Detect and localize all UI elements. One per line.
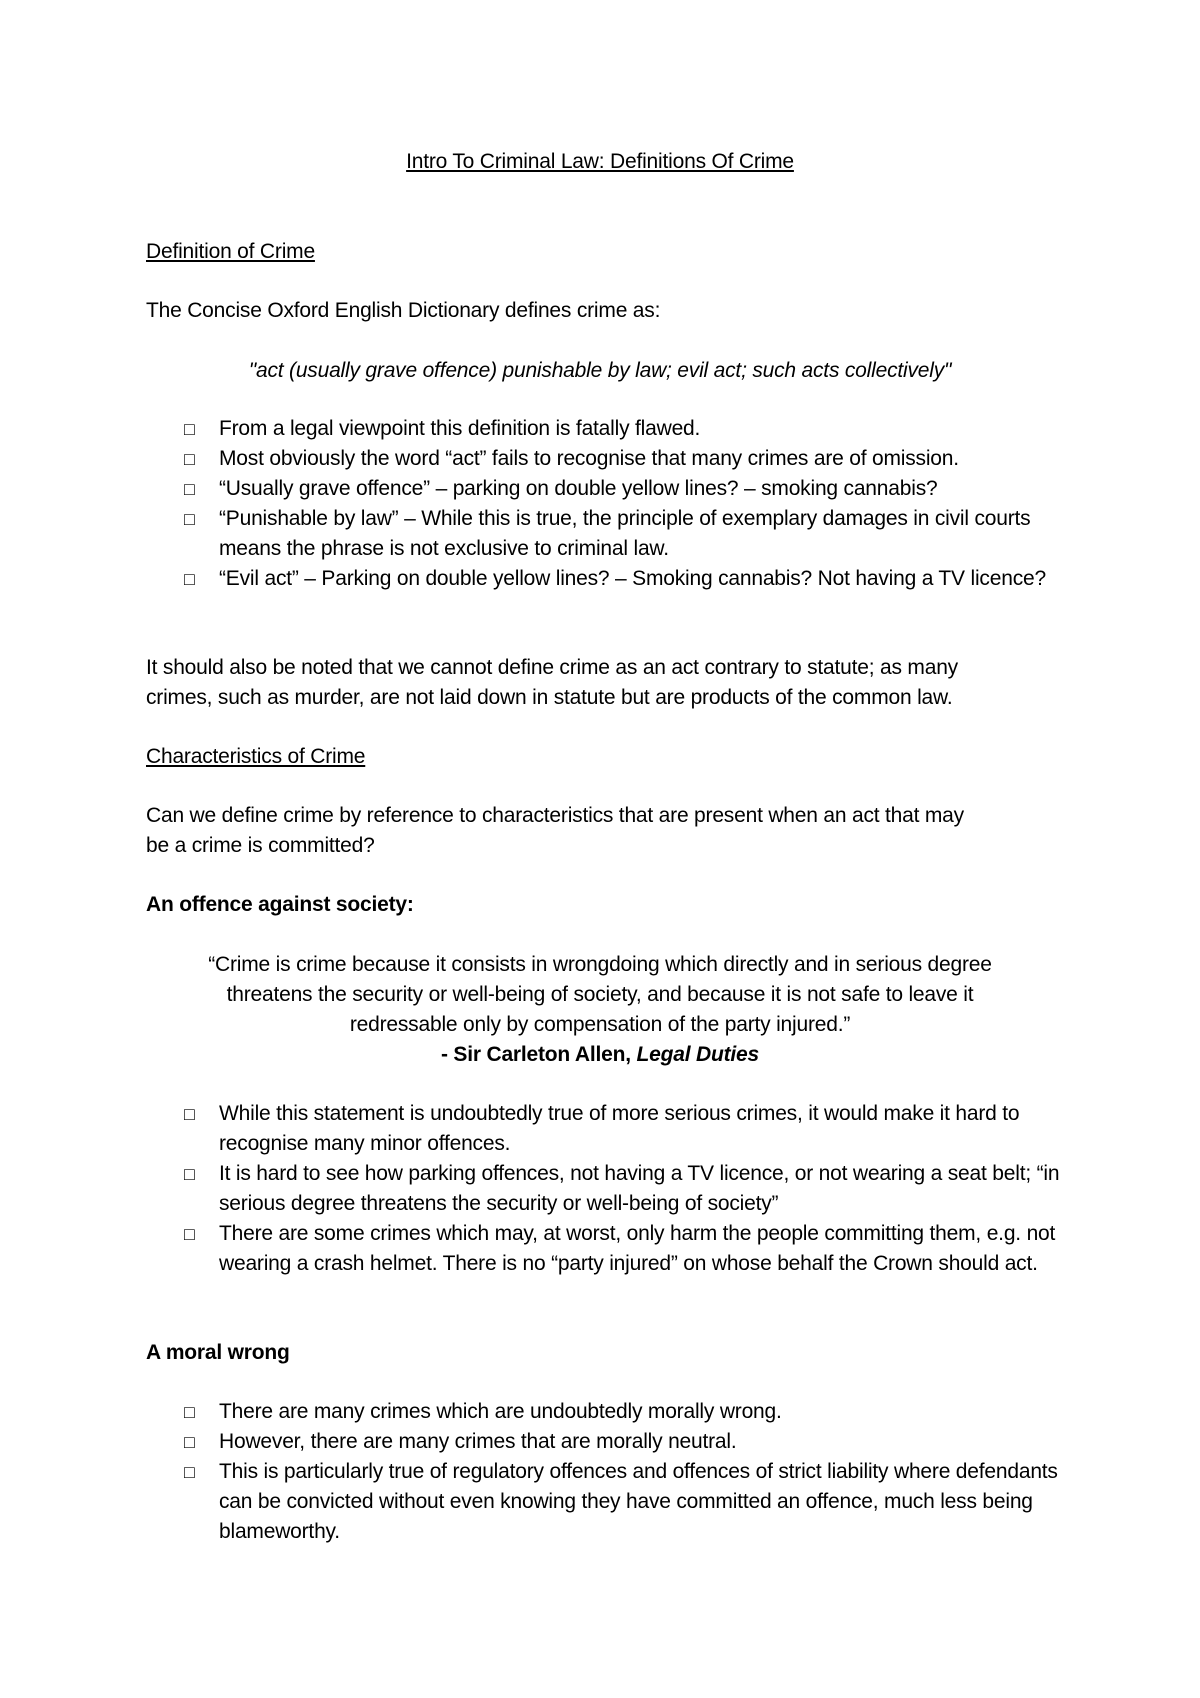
closing-paragraph-line: It should also be noted that we cannot define crime as an act contrary to statute; as many xyxy=(146,656,958,679)
list-item-text: This is particularly true of regulatory offences and offences of strict liability where defendants can be convicted without even knowing they have committed an offence, much less being blameworthy. xyxy=(219,1460,1058,1543)
list-item-text: There are some crimes which may, at worst, only harm the people committing them, e.g. not wearing a crash helmet. There is no “party injured” on whose behalf the Crown should act. xyxy=(219,1222,1056,1275)
list-item xyxy=(146,444,1066,474)
list-item-text: “Usually grave offence” – parking on double yellow lines? – smoking cannabis? xyxy=(219,477,938,500)
allen-quote-line: redressable only by compensation of the party injured.” xyxy=(349,1013,851,1036)
list-item-text: “Evil act” – Parking on double yellow lines? – Smoking cannabis? Not having a TV licence? xyxy=(219,567,1046,590)
bullet-box-icon: □ xyxy=(184,1104,195,1124)
allen-quote-line: threatens the security or well-being of society, and because it is not safe to leave it xyxy=(226,983,974,1006)
attribution-work: Legal Duties xyxy=(636,1043,759,1066)
list-item xyxy=(146,1397,1066,1427)
bullet-box-icon: □ xyxy=(184,419,195,439)
section-heading-definition: Definition of Crime xyxy=(146,240,315,263)
list-item xyxy=(146,1159,1066,1219)
intro-paragraph: The Concise Oxford English Dictionary defines crime as: xyxy=(146,299,661,322)
list-item-text: Most obviously the word “act” fails to recognise that many crimes are of omission. xyxy=(219,447,959,470)
list-item xyxy=(146,504,1066,564)
bullet-box-icon: □ xyxy=(184,449,195,469)
list-item-text: However, there are many crimes that are morally neutral. xyxy=(219,1430,737,1453)
bullet-box-icon: □ xyxy=(184,509,195,529)
quote-attribution xyxy=(0,1040,1200,1070)
list-item xyxy=(146,564,1066,594)
subheading-offence-against-society: An offence against society: xyxy=(146,893,414,916)
page-title: Intro To Criminal Law: Definitions Of Crime xyxy=(406,150,794,173)
list-item-text: It is hard to see how parking offences, not having a TV licence, or not wearing a seat belt; “in serious degree threatens the security or well-being of society” xyxy=(219,1162,1060,1215)
bullet-box-icon: □ xyxy=(184,1224,195,1244)
bullet-box-icon: □ xyxy=(184,1432,195,1452)
bullet-box-icon: □ xyxy=(184,569,195,589)
list-item-text: “Punishable by law” – While this is true, the principle of exemplary damages in civil courts means the phrase is not exclusive to criminal law. xyxy=(219,507,1031,560)
list-item xyxy=(146,1427,1066,1457)
list-item xyxy=(146,474,1066,504)
list-item xyxy=(146,1099,1066,1159)
list-item xyxy=(146,1457,1066,1547)
allen-quote-line: “Crime is crime because it consists in wrongdoing which directly and in serious degree xyxy=(208,953,992,976)
list-item-text: There are many crimes which are undoubtedly morally wrong. xyxy=(219,1400,782,1423)
bullet-box-icon: □ xyxy=(184,1164,195,1184)
list-item xyxy=(146,414,1066,444)
bullet-box-icon: □ xyxy=(184,1462,195,1482)
characteristics-intro-line: be a crime is committed? xyxy=(146,834,375,857)
section-heading-characteristics: Characteristics of Crime xyxy=(146,745,366,768)
list-item-text: While this statement is undoubtedly true of more serious crimes, it would make it hard to recognise many minor offences. xyxy=(219,1102,1020,1155)
bullet-box-icon: □ xyxy=(184,1402,195,1422)
characteristics-intro-line: Can we define crime by reference to characteristics that are present when an act that may xyxy=(146,804,964,827)
dictionary-quote: "act (usually grave offence) punishable by law; evil act; such acts collectively" xyxy=(248,359,952,382)
list-item-text: From a legal viewpoint this definition is fatally flawed. xyxy=(219,417,701,440)
list-item xyxy=(146,1219,1066,1279)
closing-paragraph-line: crimes, such as murder, are not laid down in statute but are products of the common law. xyxy=(146,686,953,709)
subheading-moral-wrong: A moral wrong xyxy=(146,1341,290,1364)
attribution-author: - Sir Carleton Allen, xyxy=(441,1043,637,1066)
bullet-box-icon: □ xyxy=(184,479,195,499)
